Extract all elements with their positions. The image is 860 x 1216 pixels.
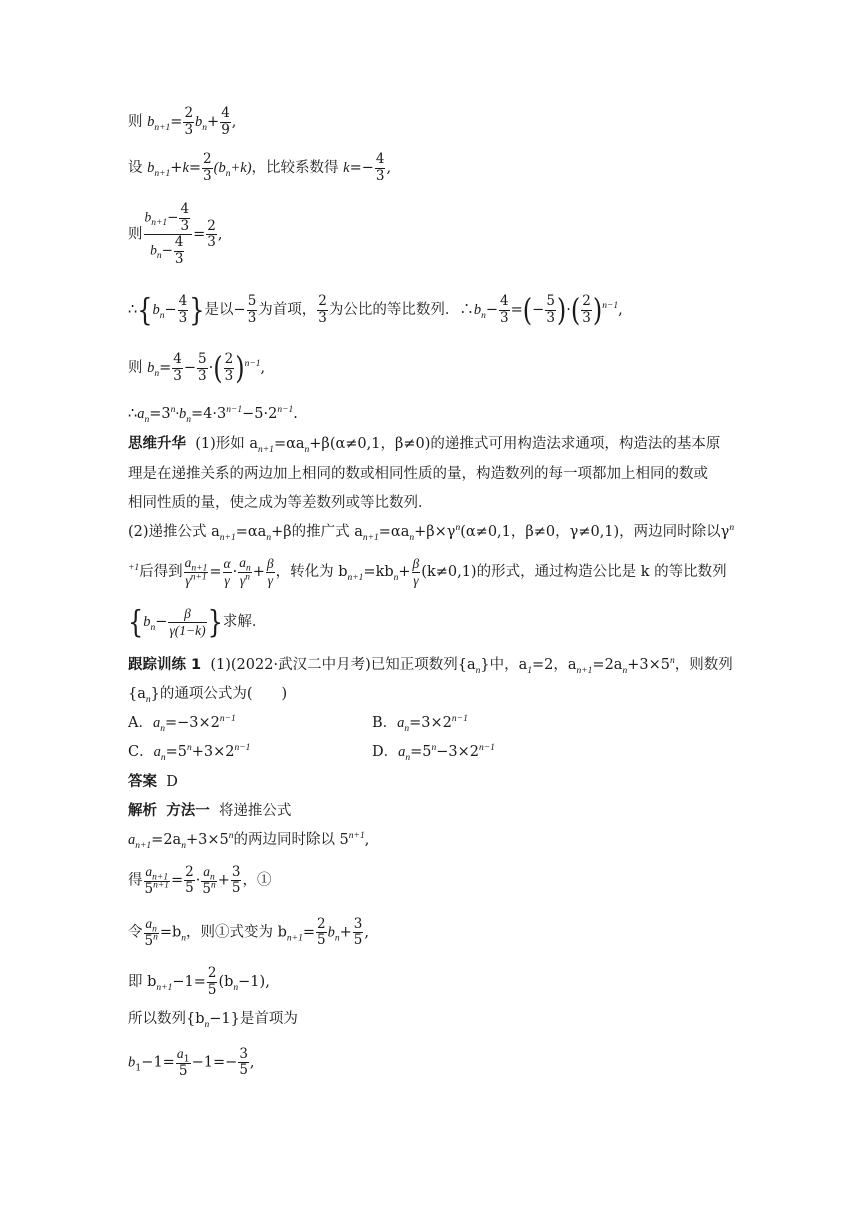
solution-line-5: 即 $b_{n+1}-1=$ $\frac{2}{5}$ $(b_n-1)$, [128,965,270,998]
think-line-2: 理是在递推关系的两边加上相同的数或相同性质的量，构造数列的每一项都加上相同的数或 [128,466,708,482]
line-an-formula: $\therefore a_n=3^n\cdot b_n=4\cdot 3^{n-1}-5\cdot 2^{n-1}$. [128,405,298,425]
think-heading: 思维升华 [128,436,186,452]
solution-line-4: 令 $\frac{a_n}{5^n}$ $=b_n$，则①式变为 $b_{n+1}=$ $\frac{2}{5}$ $b_n+$ $\frac{3}{5}$ , [128,915,369,949]
solution-line-1: 解析 方法一 将递推公式 [128,803,292,819]
method-one-label: 方法一 [166,803,210,819]
track-heading: 跟踪训练 1 [128,657,202,673]
solution-line-3: 得 $\frac{a_{n+1}}{5^{n+1}}$ = $\frac{2}{5}$ · $\frac{a_n}{5^n}$ + $\frac{3}{5}$ ，① [128,863,272,897]
line-geometric-seq: $\therefore\{b_n-$ $\frac{4}{3}$ }是以− $\frac{5}{3}$ 为首项， $\frac{2}{3}$ 为公比的等比数列．$\therefore b_n-$ $\frac{4}{3}$ =(− $\frac{5}{3}$ )·( $\frac{2}{3}$ )$^{n-1}$, [128,291,623,329]
think-line-4: (2)递推公式 $a_{n+1}=\alpha a_n+\beta$的推广式 $a_{n+1}=\alpha a_n+\beta\times\gamma^n(\alpha\ne 0,1$，β≠0，γ≠0,1)，两边同时除以$\gamma^n$ [128,523,735,543]
line-ratio: 则 $b_{n+1}-$ $\frac{4}{3}$ $b_n-$ $\frac{4}{3}$ = $\frac{2}{3}$ , [128,201,223,267]
line-bn-formula: 则 $b_n=$ $\frac{4}{3}$ − $\frac{5}{3}$ ·( $\frac{2}{3}$ )$^{n-1}$, [128,349,266,387]
answer-heading: 答案 [128,774,157,790]
option-a[interactable]: A．$a_n=-3\times 2^{n-1}$ [128,714,236,734]
solution-line-7: $b_1-1=$ $\frac{a_1}{5}$ −1=− $\frac{3}{5}$ , [128,1045,255,1079]
option-c[interactable]: C．$a_n=5^n+3\times 2^{n-1}$ [128,743,251,763]
answer-line [128,774,178,791]
track-line-1: 跟踪训练 1 (1)(2022·武汉二中月考)已知正项数列$\{a_n\}$中，$a_1=2$，$a_{n+1}=2a_n+3\times 5^n$，则数列 [128,656,733,676]
option-b[interactable]: B．$a_n=3\times 2^{n-1}$ [372,714,468,734]
think-line-6: {$b_n-$ $\frac{\beta}{\gamma(1-k)}$ }求解． [128,603,267,641]
line-set-k: 设 $b_{n+1}+k=$ $\frac{2}{3}$ $(b_n+k)$，比较系数得 k=− $\frac{4}{3}$ , [128,151,392,184]
solution-line-2: $a_{n+1}=2a_n+3\times 5^n$的两边同时除以 $5^{n+1}$, [128,831,370,851]
solution-line-6: 所以数列$\{b_n-1\}$是首项为 [128,1011,298,1030]
answer-value: D [166,774,178,790]
line-bn1-relation: 则 $b_{n+1}=$ $\frac{2}{3}$ $b_n+$ $\frac{4}{9}$ , [128,105,237,138]
solution-heading: 解析 [128,803,157,819]
think-line-5: $^{+1}$后得到 $\frac{a_{n+1}}{\gamma^{n+1}}$ = $\frac{\alpha}{\gamma}$ · $\frac{a_n}{\gamma^n}$ + $\frac{\beta}{\gamma}$ ，转化为 $b_{n+1}=kb_n+$ $\frac{\beta}{\gamma}$ (k≠0,1)的形式，通过构造公比是 k 的等比数列 [128,555,727,588]
think-line-3: 相同性质的量，使之成为等差数列或等比数列． [128,495,433,511]
track-line-2: $\{a_n\}$的通项公式为( ) [128,686,288,705]
option-d[interactable]: D．$a_n=5^n-3\times 2^{n-1}$ [372,743,495,763]
think-line-1: 思维升华 (1)形如 $a_{n+1}=\alpha a_n+\beta(\alpha\ne 0,1$，β≠0)的递推式可用构造法求通项，构造法的基本原 [128,436,721,455]
